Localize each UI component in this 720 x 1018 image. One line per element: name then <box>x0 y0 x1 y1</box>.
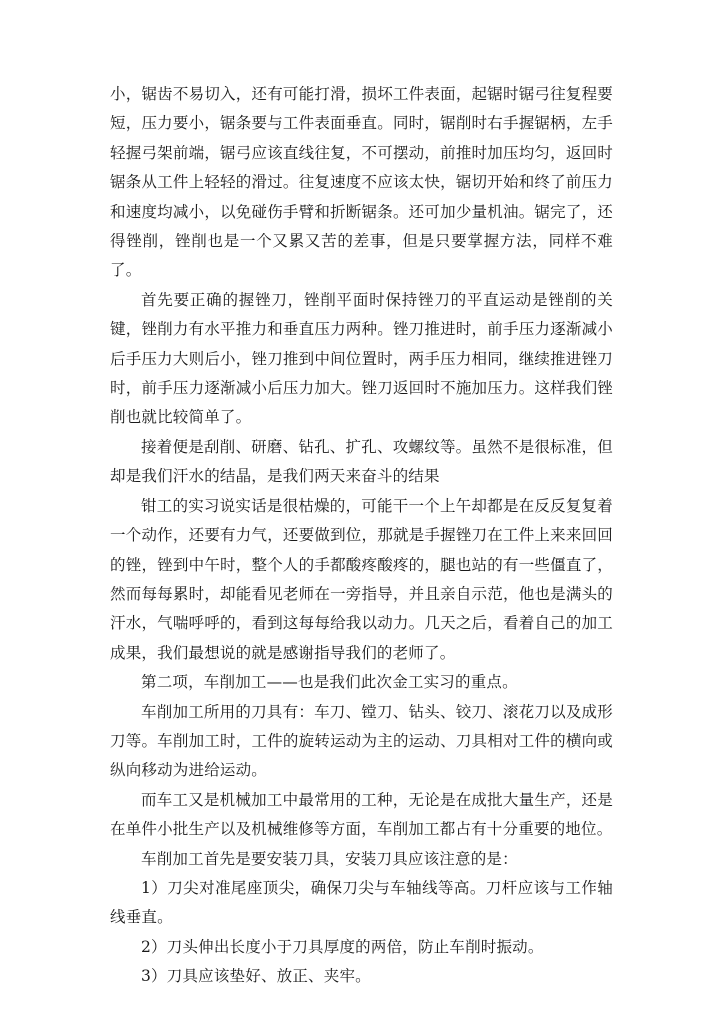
paragraph-8: 车削加工首先是要安装刀具，安装刀具应该注意的是： <box>141 849 518 868</box>
list-item-2: 2）刀头伸出长度小于刀具厚度的两倍，防止车削时振动。 <box>141 937 544 956</box>
document-body <box>110 80 613 992</box>
list-item-3: 3）刀具应该垫好、放正、夹牢。 <box>141 967 371 986</box>
paragraph-5: 第二项，车削加工——也是我们此次金工实习的重点。 <box>141 673 518 692</box>
paragraph-7: 而车工又是机械加工中最常用的工种，无论是在成批大量生产，还是在单件小批生产以及机械维修等方面，车削加工都占有十分重要的地位。 <box>110 790 613 839</box>
paragraph-6: 车削加工所用的刀具有：车刀、镗刀、钻头、铰刀、滚花刀以及成形刀等。车削加工时，工件的旋转运动为主的运动、刀具相对工件的横向或纵向移动为进给运动。 <box>110 702 613 780</box>
paragraph-2: 首先要正确的握锉刀，锉削平面时保持锉刀的平直运动是锉削的关键，锉削力有水平推力和垂直压力两种。锉刀推进时，前手压力逐渐减小后手压力大则后小，锉刀推到中间位置时，两手压力相同，继续推进锉刀时，前手压力逐渐减小后压力加大。锉刀返回时不施加压力。这样我们锉削也就比较简单了。 <box>110 290 613 427</box>
paragraph-4: 钳工的实习说实话是很枯燥的，可能干一个上午却都是在反反复复着一个动作，还要有力气，还要做到位，那就是手握锉刀在工件上来来回回的锉，锉到中午时，整个人的手都酸疼酸疼的，腿也站的有一些僵直了，然而每每累时，却能看见老师在一旁指导，并且亲自示范，他也是满头的汗水，气喘呼呼的，看到这每每给我以动力。几天之后，看着自己的加工成果，我们最想说的就是感谢指导我们的老师了。 <box>110 496 613 662</box>
list-item-1: 1）刀尖对准尾座顶尖，确保刀尖与车轴线等高。刀杆应该与工作轴线垂直。 <box>110 878 613 927</box>
paragraph-1: 小，锯齿不易切入，还有可能打滑，损坏工件表面，起锯时锯弓往复程要短，压力要小，锯条要与工件表面垂直。同时，锯削时右手握锯柄，左手轻握弓架前端，锯弓应该直线往复，不可摆动，前推时加压均匀，返回时锯条从工件上轻轻的滑过。往复速度不应该太快，锯切开始和终了前压力和速度均减小，以免碰伤手臂和折断锯条。还可加少量机油。锯完了，还得锉削，锉削也是一个又累又苦的差事，但是只要掌握方法，同样不难了。 <box>110 85 613 280</box>
paragraph-3: 接着便是刮削、研磨、钻孔、扩孔、攻螺纹等。虽然不是很标准，但却是我们汗水的结晶，是我们两天来奋斗的结果 <box>110 437 613 486</box>
